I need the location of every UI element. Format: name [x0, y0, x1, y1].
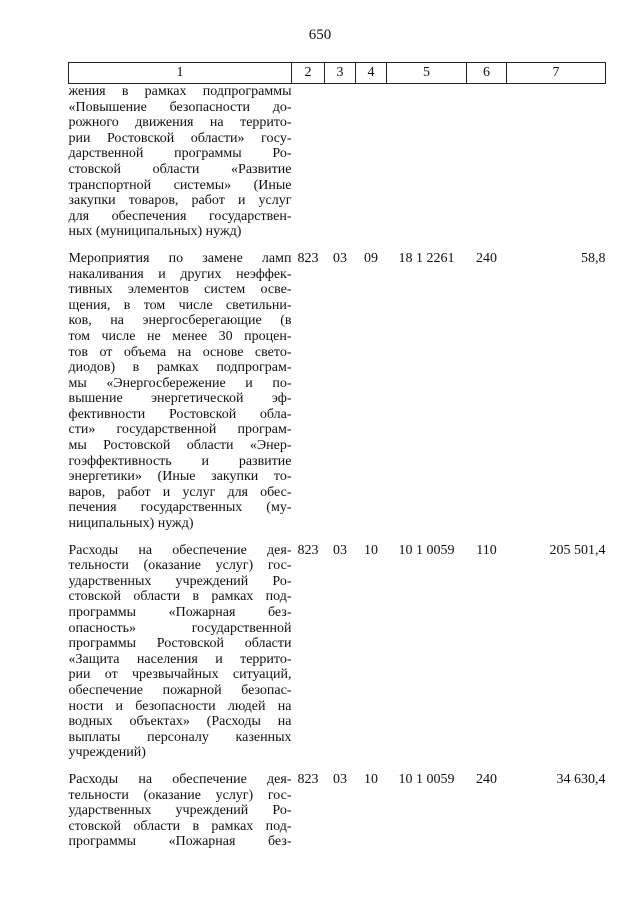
description-line: щения, в том числе светильни- — [68, 297, 292, 313]
expense-type-code: 110 — [476, 542, 497, 558]
target-article-code: 10 1 0059 — [398, 542, 455, 558]
description-line: Расходы на обеспечение дея- — [68, 771, 292, 787]
description-line: мы «Энергосбережение и по- — [68, 375, 292, 391]
header-row — [69, 63, 606, 84]
description-line: для обеспечения государствен- — [68, 208, 292, 224]
table-row — [69, 84, 606, 240]
description-line: тельности (оказание услуг) гос- — [68, 787, 292, 803]
column-header: 4 — [356, 63, 387, 84]
target-article-code: 10 1 0059 — [398, 771, 455, 787]
description-line: «Защита населения и террито- — [68, 651, 292, 667]
description-line: ных (муниципальных) нужд) — [68, 224, 242, 240]
description-cell — [69, 84, 292, 240]
section-code: 03 — [333, 771, 347, 787]
ministry-code: 823 — [297, 250, 319, 266]
description-line: ков, на энергосберегающие (в — [68, 313, 292, 329]
section-code — [325, 84, 356, 240]
subsection-code: 10 — [364, 771, 378, 787]
description-line: стовской области «Развитие — [68, 161, 292, 177]
description-cell — [69, 251, 292, 532]
table-row — [69, 772, 606, 850]
description-line: программы «Пожарная без- — [68, 605, 292, 620]
description-line: мы Ростовской области «Энер- — [68, 438, 292, 454]
description-line: тов от объема на основе свето- — [68, 344, 292, 360]
page-number: 650 — [308, 27, 332, 43]
description-line: том числе не менее 30 процен- — [68, 328, 292, 344]
table-row — [69, 251, 606, 532]
column-header: 5 — [387, 63, 467, 84]
description-line: накаливания и других неэффек- — [68, 266, 292, 282]
target-article-code — [387, 84, 467, 240]
ministry-code: 823 — [297, 771, 319, 787]
description-line: энергетики» (Иные закупки то- — [68, 469, 292, 485]
description-line: опасность» государственной — [68, 620, 292, 636]
budget-table — [68, 62, 606, 850]
ministry-code — [292, 84, 325, 240]
subsection-code: 09 — [364, 250, 378, 266]
column-header: 2 — [292, 63, 325, 84]
column-header: 7 — [507, 63, 606, 84]
column-header: 6 — [467, 63, 507, 84]
description-line: транспортной системы» (Иные — [68, 177, 292, 193]
description-line: водных объектах» (Расходы на — [68, 714, 292, 730]
description-line: жения в рамках подпрограммы — [68, 84, 292, 99]
expense-type-code: 240 — [476, 250, 497, 266]
description-cell — [69, 543, 292, 761]
section-code: 03 — [333, 542, 347, 558]
description-line: варов, работ и услуг для обес- — [68, 484, 292, 500]
description-line: вышение энергетической эф- — [68, 391, 292, 407]
description-line: Мероприятия по замене ламп — [68, 250, 292, 266]
description-line: обеспечение пожарной безопас- — [68, 682, 292, 698]
expense-type-code: 240 — [476, 771, 497, 787]
description-line: ниципальных) нужд) — [68, 516, 194, 532]
expense-type-code — [467, 84, 507, 240]
description-line: рожного движения на террито- — [68, 115, 292, 131]
subsection-code: 10 — [364, 542, 378, 558]
description-line: закупки товаров, работ и услуг — [68, 193, 292, 209]
amount: 205 501,4 — [549, 542, 606, 558]
description-cell — [69, 772, 292, 850]
target-article-code: 18 1 2261 — [398, 250, 455, 266]
description-line: ударственных учреждений Ро- — [68, 803, 292, 819]
section-code: 03 — [333, 250, 347, 266]
description-line: тельности (оказание услуг) гос- — [68, 558, 292, 574]
description-line: выплаты персоналу казенных — [68, 729, 292, 745]
subsection-code — [356, 84, 387, 240]
amount: 58,8 — [581, 250, 606, 266]
description-line: гоэффективность и развитие — [68, 453, 292, 469]
description-line: диодов) в рамках подпрограм- — [68, 360, 292, 376]
description-line: рии Ростовской области» госу- — [68, 130, 292, 146]
description-line: «Повышение безопасности до- — [68, 99, 292, 115]
description-line: ности и безопасности людей на — [68, 698, 292, 714]
description-line: программы «Пожарная без- — [68, 834, 292, 850]
description-line: ударственных учреждений Ро- — [68, 573, 292, 589]
description-line: сти» государственной програм- — [68, 422, 292, 438]
description-line: стовской области в рамках под- — [68, 818, 292, 834]
description-line: тивных элементов систем осве- — [68, 282, 292, 298]
column-header: 1 — [69, 63, 292, 84]
description-line: печения государственных (му- — [68, 500, 292, 516]
amount — [507, 84, 606, 240]
table-row — [69, 543, 606, 761]
description-line: программы Ростовской области — [68, 636, 292, 652]
description-line: рии от чрезвычайных ситуаций, — [68, 667, 292, 683]
ministry-code: 823 — [297, 542, 319, 558]
amount: 34 630,4 — [556, 771, 606, 787]
description-line: фективности Ростовской обла- — [68, 406, 292, 422]
description-line: Расходы на обеспечение дея- — [68, 542, 292, 558]
column-header: 3 — [325, 63, 356, 84]
description-line: стовской области в рамках под- — [68, 589, 292, 605]
description-line: учреждений) — [68, 745, 146, 761]
description-line: дарственной программы Ро- — [68, 146, 292, 162]
